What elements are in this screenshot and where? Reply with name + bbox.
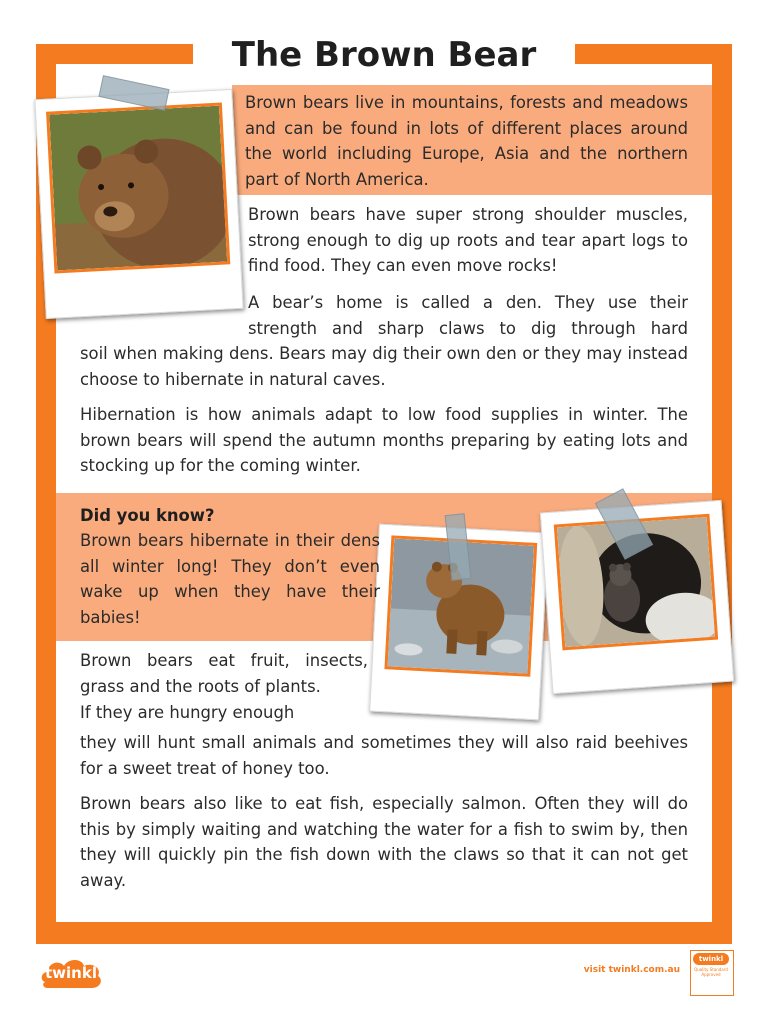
footer-divider [36, 942, 732, 944]
diet-paragraph-middle: If they are hungry enough [80, 703, 295, 722]
quality-badge-subtitle: Quality Standard Approved [694, 967, 728, 977]
twinkl-logo-text: twinkl [45, 964, 97, 982]
diet-paragraph-start: Brown bears eat fruit, insects, grass and the roots of plants. [80, 651, 368, 696]
den-paragraph-start: A bear’s home is called a den. They use their strength and sharp claws to dig through hard [248, 293, 688, 338]
did-you-know-text: Brown bears hibernate in their dens all winter long! They don’t even wake up when they have their babies! [80, 531, 380, 627]
fish-paragraph: Brown bears also like to eat fish, especially salmon. Often they will do this by simply waiting and watching the water for a fish to swim by, then they will quickly pin the fish down with the claws so that it can not get away. [80, 794, 688, 890]
visit-website-link[interactable]: visit twinkl.com.au [583, 965, 680, 975]
quality-badge [690, 950, 734, 996]
hibernation-paragraph: Hibernation is how animals adapt to low food supplies in winter. The brown bears will spend the autumn months preparing by eating lots and stocking up for the coming winter. [80, 405, 688, 475]
quality-badge-title: twinkl [693, 953, 729, 965]
den-paragraph-end: soil when making dens. Bears may dig their own den or they may instead choose to hibernate in natural caves. [80, 344, 688, 389]
intro-paragraph: Brown bears live in mountains, forests and meadows and can be found in lots of different places around the world including Europe, Asia and the northern part of North America. [245, 93, 688, 189]
muscles-paragraph: Brown bears have super strong shoulder muscles, strong enough to dig up roots and tear apart logs to find food. They can even move rocks! [248, 205, 688, 275]
page-title: The Brown Bear [231, 35, 537, 75]
polaroid-bear-portrait [34, 89, 243, 319]
bear-portrait-photo [46, 103, 230, 274]
diet-paragraph-end: they will hunt small animals and sometimes they will also raid beehives for a sweet treat of honey too. [80, 733, 688, 778]
did-you-know-heading: Did you know? [80, 506, 215, 525]
